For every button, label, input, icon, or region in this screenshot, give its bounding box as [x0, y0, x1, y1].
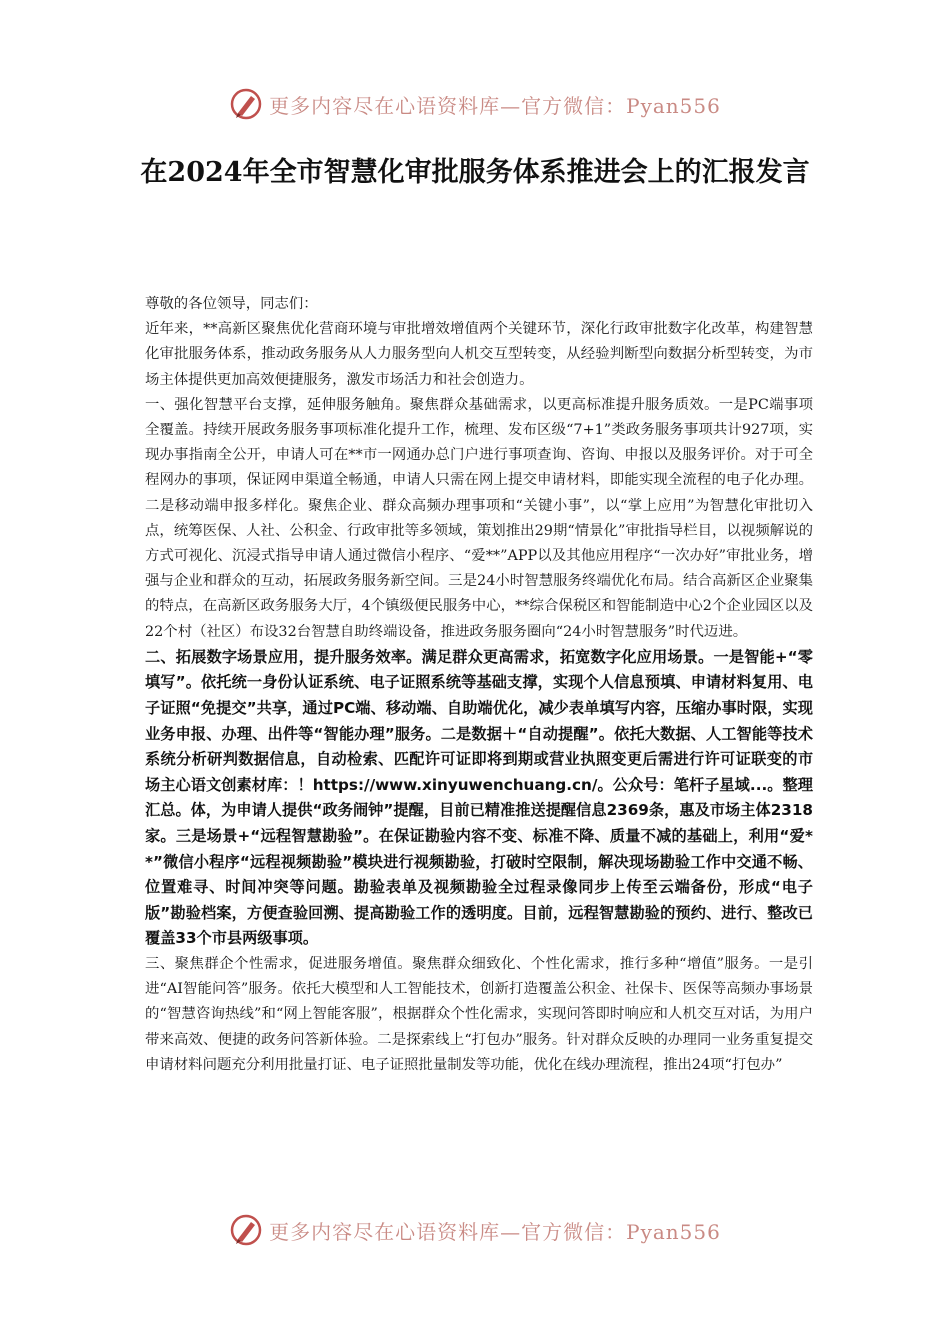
pen-logo-icon	[229, 87, 263, 121]
pen-logo-icon	[229, 1213, 263, 1247]
watermark-text: 更多内容尽在心语资料库—官方微信：Pyan556	[269, 1219, 721, 1244]
document-title: 在2024年全市智慧化审批服务体系推进会上的汇报发言	[140, 157, 810, 188]
paragraph-section-2: 二、拓展数字场景应用，提升服务效率。满足群众更高需求，拓宽数字化应用场景。一是智能+“零填写”。依托统一身份认证系统、电子证照系统等基础支撑，实现个人信息预填、申请材料复用、电子证照“免提交”共享，通过PC端、移动端、自助端优化，减少表单填写内容，压缩办事时限，实现业务申报、办理、出件等“智能办理”服务。二是数据＋“自动提醒”。依托大数据、人工智能等技术系统分析研判数据信息，自动检索、匹配许可证即将到期或营业执照变更后需进行许可证联变的市场主心语文创素材库：！https://www.xinyuwenchuang.cn/。公众号：笔杆子星域...。整理汇总。体，为申请人提供“政务闹钟”提醒，目前已精准推送提醒信息2369条，惠及市场主体2318家。三是场景+“远程智慧勘验”。在保证勘验内容不变、标准不降、质量不减的基础上，利用“爱**”微信小程序“远程视频勘验”模块进行视频勘验，打破时空限制，解决现场勘验工作中交通不畅、位置难寻、时间冲突等问题。勘验表单及视频勘验全过程录像同步上传至云端备份，形成“电子版”勘验档案，方便查验回溯、提高勘验工作的透明度。目前，远程智慧勘验的预约、进行、整改已覆盖33个市县两级事项。	[145, 647, 813, 948]
paragraph-intro: 近年来，**高新区聚焦优化营商环境与审批增效增值两个关键环节，深化行政审批数字化改革，构建智慧化审批服务体系，推动政务服务从人力服务型向人机交互型转变，从经验判断型向数据分析型转变，为市场主体提供更加高效便捷服务，激发市场活力和社会创造力。	[145, 321, 813, 388]
document-body	[145, 292, 813, 1078]
header-watermark-banner	[0, 86, 950, 122]
footer-watermark-banner	[0, 1212, 950, 1248]
watermark-text: 更多内容尽在心语资料库—官方微信：Pyan556	[269, 93, 721, 118]
paragraph-section-1: 一、强化智慧平台支撑，延伸服务触角。聚焦群众基础需求，以更高标准提升服务质效。一是PC端事项全覆盖。持续开展政务服务事项标准化提升工作，梳理、发布区级“7+1”类政务服务事项共计927项，实现办事指南全公开，申请人可在**市一网通办总门户进行事项查询、咨询、申报以及服务评价。对于可全程网办的事项，保证网申渠道全畅通，申请人只需在网上提交申请材料，即能实现全流程的电子化办理。二是移动端申报多样化。聚焦企业、群众高频办理事项和“关键小事”，以“掌上应用”为智慧化审批切入点，统筹医保、人社、公积金、行政审批等多领域，策划推出29期“情景化”审批指导栏目，以视频解说的方式可视化、沉浸式指导申请人通过微信小程序、“爱**”APP以及其他应用程序“一次办好”审批业务，增强与企业和群众的互动，拓展政务服务新空间。三是24小时智慧服务终端优化布局。结合高新区企业聚集的特点，在高新区政务服务大厅，4个镇级便民服务中心，**综合保税区和智能制造中心2个企业园区以及22个村（社区）布设32台智慧自助终端设备，推进政务服务圈向“24小时智慧服务”时代迈进。	[145, 396, 813, 640]
salutation: 尊敬的各位领导，同志们：	[145, 296, 318, 312]
paragraph-section-3: 三、聚焦群企个性需求，促进服务增值。聚焦群众细致化、个性化需求，推行多种“增值”服务。一是引进“AI智能问答”服务。依托大模型和人工智能技术，创新打造覆盖公积金、社保卡、医保等高频办事场景的“智慧咨询热线”和“网上智能客服”，根据群众个性化需求，实现问答即时响应和人机交互对话，为用户带来高效、便捷的政务问答新体验。二是探索线上“打包办”服务。针对群众反映的办理同一业务重复提交申请材料问题充分利用批量打证、电子证照批量制发等功能，优化在线办理流程，推出24项“打包办”	[145, 955, 813, 1073]
